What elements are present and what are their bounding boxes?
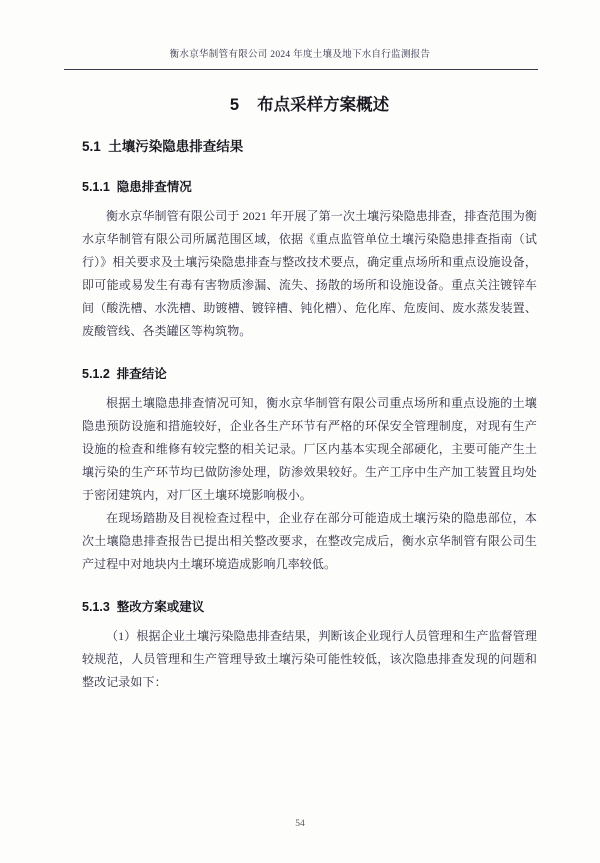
paragraph-hazard-screening: 衡水京华制管有限公司于 2021 年开展了第一次土壤污染隐患排查，排查范围为衡水京华制管有限公司所属范围区域，依据《重点监管单位土壤污染隐患排查指南（试行）》相关要求及土壤污染隐患排查与整改技术要点，确定重点场所和重点设施设备，即可能或易发生有毒有害物质渗漏、流失、扬散的场所和设施设备。重点关注镀锌车间（酸洗槽、水洗槽、助镀槽、镀锌槽、钝化槽）、危化库、危废间、废水蒸发装置、废酸管线、各类罐区等构筑物。 xyxy=(82,209,537,338)
chapter-number: 5 xyxy=(229,96,240,114)
paragraph-screening-conclusion-2: 在现场踏勘及目视检查过程中，企业存在部分可能造成土壤污染的隐患部位，本次土壤隐患排查报告已提出相关整改要求，在整改完成后，衡水京华制管有限公司生产过程中对地块内土壤环境造成影响几率较低。 xyxy=(82,511,537,571)
page-number: 54 xyxy=(295,819,305,829)
paragraph-rectification-suggestion: （1）根据企业土壤污染隐患排查结果，判断该企业现行人员管理和生产监督管理较规范，人员管理和生产管理导致土壤污染可能性较低，该次隐患排查发现的问题和整改记录如下： xyxy=(82,629,537,689)
chapter-title-text: 布点采样方案概述 xyxy=(257,96,390,114)
section-heading-5-1-2: 5.1.2 排查结论 xyxy=(82,367,167,381)
section-heading-5-1-3: 5.1.3 整改方案或建议 xyxy=(82,600,205,614)
running-header: 衡水京华制管有限公司 2024 年度土壤及地下水自行监测报告 xyxy=(169,50,431,60)
chapter-title xyxy=(82,94,537,116)
section-heading-5-1: 5.1 土壤污染隐患排查结果 xyxy=(82,139,244,154)
header-rule xyxy=(64,69,538,70)
section-heading-5-1-1: 5.1.1 隐患排查情况 xyxy=(82,180,192,194)
paragraph-screening-conclusion-1: 根据土壤隐患排查情况可知，衡水京华制管有限公司重点场所和重点设施的土壤隐患预防设施和措施较好，企业各生产环节有严格的环保安全管理制度，对现有生产设施的检查和维修有较完整的相关记录。厂区内基本实现全部硬化，主要可能产生土壤污染的生产环节均已做防渗处理，防渗效果较好。生产工序中生产加工装置且均处于密闭建筑内，对厂区土壤环境影响极小。 xyxy=(82,396,537,502)
page-content xyxy=(0,94,600,694)
